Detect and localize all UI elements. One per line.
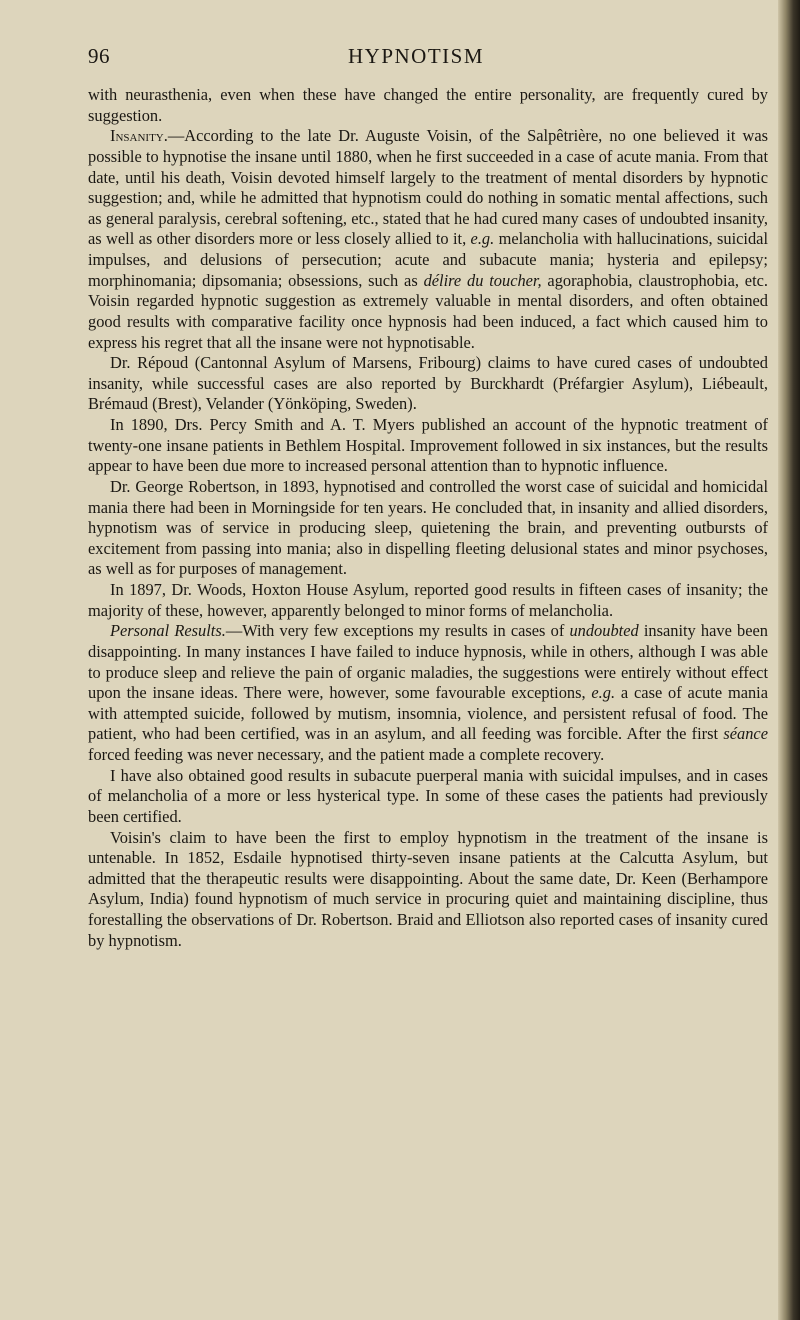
paragraph-text: insanity have been disappointing. In many instances I have failed to induce hypnosis, while in others, although I was able to produce sleep and relieve the pain of organic maladies, the suggestions were entirely without effect upon the insane ideas. There were, however, some favourable exceptions, xyxy=(88,621,768,703)
paragraph-text: agoraphobia, claustrophobia, etc. Voisin regarded hypnotic suggestion as extremely valuable in mental disorders, and often obtained good results with comparative facility once hypnosis had been induced, a fact which caused him to express his regret that all the insane were not hypnotisable. xyxy=(88,270,768,352)
italic-seance: séance xyxy=(723,724,768,744)
paragraph-puerperal xyxy=(88,766,768,828)
paragraph-text: Dr. Répoud (Cantonnal Asylum of Marsens, Fribourg) claims to have cured cases of undoubted insanity, while successful cases are also reported by Burckhardt (Préfargier Asylum), Liébeault, Brémaud (Brest), Velander (Yönköping, Sweden). xyxy=(88,353,768,414)
paragraph-text: —With very few exceptions my results in cases of xyxy=(225,621,570,641)
body-text xyxy=(88,85,768,951)
paragraph-repoud xyxy=(88,353,768,415)
paragraph-continuation xyxy=(88,85,768,126)
paragraph-text: forced feeding was never necessary, and the patient made a complete recovery. xyxy=(88,745,605,764)
paragraph-smith-myers xyxy=(88,415,768,477)
paragraph-robertson xyxy=(88,477,768,580)
paragraph-text: a case of acute mania with attempted suicide, followed by mutism, insomnia, violence, and persistent refusal of food. The patient, who had been certified, was in an asylum, and all feeding was forcible. After the first xyxy=(88,683,769,744)
paragraph-text: In 1897, Dr. Woods, Hoxton House Asylum, reported good results in fifteen cases of insanity; the majority of these, however, apparently belonged to minor forms of melancholia. xyxy=(88,580,768,620)
italic-undoubted: undoubted xyxy=(569,621,639,641)
page-edge-shadow xyxy=(778,0,800,1320)
running-title: HYPNOTISM xyxy=(347,44,484,68)
page-header xyxy=(0,44,790,74)
paragraph-voisin-claim xyxy=(88,828,768,952)
paragraph-insanity xyxy=(88,126,768,353)
italic-eg: e.g. xyxy=(470,229,495,249)
paragraph-text: I have also obtained good results in subacute puerperal mania with suicidal impulses, and in cases of melancholia of a more or less hysterical type. In some of these cases the patients had previously been certified. xyxy=(88,765,768,826)
paragraph-woods xyxy=(88,580,768,621)
paragraph-personal-results xyxy=(88,621,768,765)
section-heading-personal-results: Personal Results. xyxy=(110,621,226,641)
paragraph-text: —According to the late Dr. Auguste Voisin, of the Salpêtrière, no one believed it was possible to hypnotise the insane until 1880, when he first succeeded in a case of acute mania. From that date, until his death, Voisin devoted himself largely to the treatment of mental disorders by hypnotic suggestion; and, while he admitted that hypnotism could do nothing in somatic mental affections, such as general paralysis, cerebral softening, etc., stated that he had cured many cases of undoubted insanity, as well as other disorders more or less closely allied to it, xyxy=(88,126,768,249)
italic-eg: e.g. xyxy=(591,683,616,703)
italic-delire-du-toucher: délire du toucher, xyxy=(423,270,542,290)
section-heading-insanity: Insanity. xyxy=(110,126,168,146)
paragraph-text: In 1890, Drs. Percy Smith and A. T. Myers published an account of the hypnotic treatment of twenty-one insane patients in Bethlem Hospital. Improvement followed in six instances, but the results appear to have been due more to increased personal attention than to hypnotic influence. xyxy=(88,415,768,476)
paragraph-text: Voisin's claim to have been the first to employ hypnotism in the treatment of the insane is untenable. In 1852, Esdaile hypnotised thirty-seven insane patients at the Calcutta Asylum, but admitted that the therapeutic results were disappointing. About the same date, Dr. Keen (Berhampore Asylum, India) found hypnotism of much service in procuring quiet and maintaining discipline, thus forestalling the observations of Dr. Robertson. Braid and Elliotson also reported cases of insanity cured by hypnotism. xyxy=(88,827,768,950)
page-number: 96 xyxy=(88,44,110,68)
paragraph-text: Dr. George Robertson, in 1893, hypnotised and controlled the worst case of suicidal and homicidal mania there had been in Morningside for ten years. He concluded that, in insanity and allied disorders, hypnotism was of service in producing sleep, quietening the brain, and preventing outbursts of excitement from passing into mania; also in dispelling fleeting delusional states and minor psychoses, as well as for purposes of management. xyxy=(88,476,768,579)
paragraph-text: melancholia with hallucinations, suicidal impulses, and delusions of persecution; acute and subacute mania; hysteria and epilepsy; morphinomania; dipsomania; obsessions, such as xyxy=(88,229,768,290)
paragraph-text: with neurasthenia, even when these have changed the entire personality, are frequently cured by suggestion. xyxy=(88,85,768,125)
